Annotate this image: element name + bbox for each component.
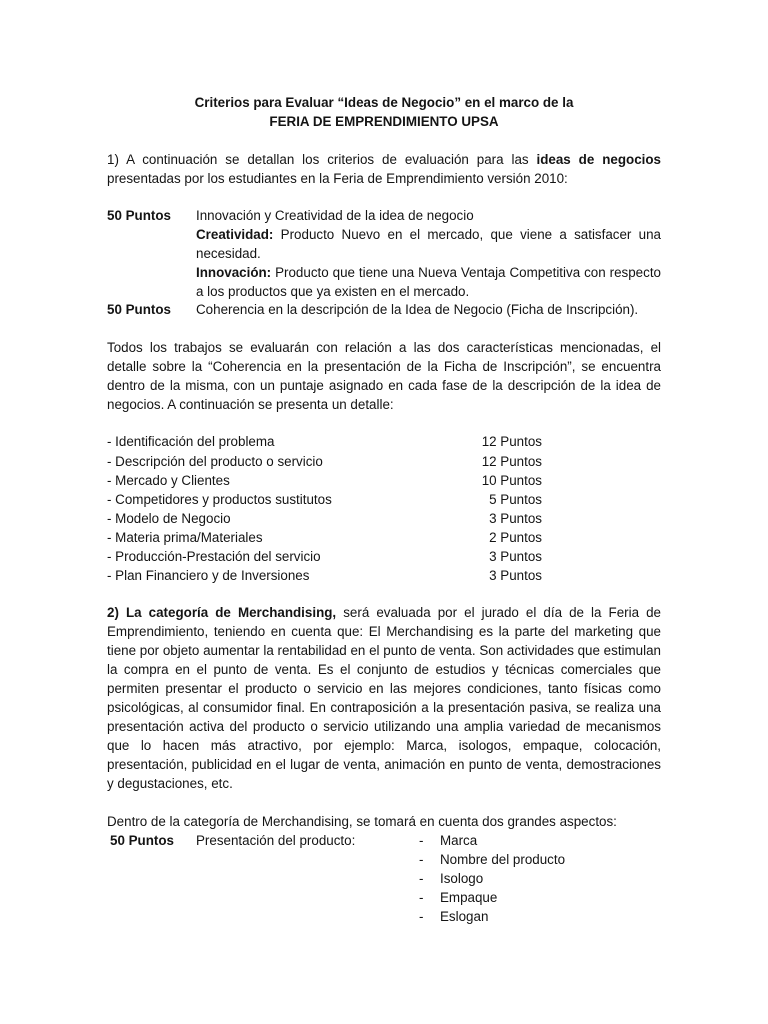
document-title [107, 93, 661, 131]
subitem: Marca [440, 833, 478, 848]
item-label: - Producción-Prestación del servicio [107, 549, 321, 564]
bullet-dash: - [419, 871, 424, 886]
item-points: 12 Puntos [481, 434, 542, 449]
subitem: Eslogan [440, 909, 489, 924]
item-label: - Descripción del producto o servicio [107, 454, 323, 469]
aspect-points: 50 Puntos [110, 833, 174, 848]
intro-start: 1) A continuación se detallan los criterios de evaluación para las [107, 152, 537, 167]
item-label: - Materia prima/Materiales [107, 530, 263, 545]
list-item [107, 452, 661, 471]
criterion-2-text: Coherencia en la descripción de la Idea de Negocio (Ficha de Inscripción). [196, 302, 639, 317]
intro-end: presentadas por los estudiantes en la Feria de Emprendimiento versión 2010: [107, 171, 568, 186]
bullet-dash: - [419, 833, 424, 848]
aspect-label: Presentación del producto: [196, 833, 356, 848]
section2-text: será evaluada por el jurado el día de la Feria de Emprendimiento, teniendo en cuenta que: El Merchandising es la parte del marketing que tiene por objeto aumentar la rentabilidad en el punto de venta. Son actividades que estimulan la compra en el punto de venta. Es el conjunto de estudios y técnicas comerciales que permiten presentar el producto o servicio en las mejores condiciones, tanto físicas como psicológicas, al consumidor final. En contraposición a la presentación pasiva, se realiza una presentación activa del producto o servicio utilizando una amplia variedad de mecanismos que lo hacen más atractivo, por ejemplo: Marca, isologos, empaque, colocación, presentación, publicidad en el lugar de venta, animación en punto de venta, demostraciones y degustaciones, etc. [107, 605, 661, 791]
innovacion-text: Producto que tiene una Nueva Ventaja Competitiva con respecto a los productos que ya existen en el mercado. [196, 265, 661, 299]
innovacion-definition [196, 263, 661, 301]
list-item [107, 432, 661, 451]
title-line-1: Criterios para Evaluar “Ideas de Negocio” en el marco de la [194, 95, 574, 110]
item-points: 3 Puntos [489, 549, 542, 564]
section2-number: 2) [107, 605, 126, 620]
list-item [107, 490, 661, 509]
bullet-dash: - [419, 852, 424, 867]
item-label: - Identificación del problema [107, 434, 275, 449]
subitem: Isologo [440, 871, 484, 886]
list-item [107, 528, 661, 547]
criterion-1-text: Innovación y Creatividad de la idea de negocio [196, 208, 474, 223]
aspects-intro: Dentro de la categoría de Merchandising, se tomará en cuenta dos grandes aspectos: [107, 814, 617, 829]
criterion-1-points: 50 Puntos [107, 208, 171, 223]
title-line-2: FERIA DE EMPRENDIMIENTO UPSA [269, 114, 499, 129]
intro-bold: ideas de negocios [536, 152, 661, 167]
criterion-2-points: 50 Puntos [107, 302, 171, 317]
subitem: Nombre del producto [440, 852, 566, 867]
section2-bold: La categoría de Merchandising, [125, 605, 337, 620]
creatividad-definition [196, 225, 661, 263]
item-label: - Plan Financiero y de Inversiones [107, 568, 310, 583]
list-item [107, 566, 661, 585]
creatividad-label: Creatividad: [196, 227, 274, 242]
innovacion-label: Innovación: [196, 265, 272, 280]
list-item [107, 509, 661, 528]
list-item [107, 547, 661, 566]
item-label: - Modelo de Negocio [107, 511, 231, 526]
subitem: Empaque [440, 890, 498, 905]
item-points: 3 Puntos [489, 511, 542, 526]
item-label: - Competidores y productos sustitutos [107, 492, 332, 507]
bullet-dash: - [419, 890, 424, 905]
coherencia-paragraph: Todos los trabajos se evaluarán con relación a las dos características mencionadas, el detalle sobre la “Coherencia en la presentación de la Ficha de Inscripción”, se encuentra dentro de la misma, con un puntaje asignado en cada fase de la descripción de la idea de negocios. A continuación se presenta un detalle: [107, 340, 661, 412]
bullet-dash: - [419, 909, 424, 924]
creatividad-text: Producto Nuevo en el mercado, que viene a satisfacer una necesidad. [196, 227, 661, 261]
item-label: - Mercado y Clientes [107, 473, 230, 488]
item-points: 12 Puntos [481, 454, 542, 469]
item-points: 5 Puntos [489, 492, 542, 507]
section1-intro [107, 150, 661, 188]
item-points: 2 Puntos [489, 530, 542, 545]
list-item [107, 471, 661, 490]
item-points: 10 Puntos [481, 473, 542, 488]
merchandising-paragraph [107, 603, 661, 793]
item-points: 3 Puntos [489, 568, 542, 583]
